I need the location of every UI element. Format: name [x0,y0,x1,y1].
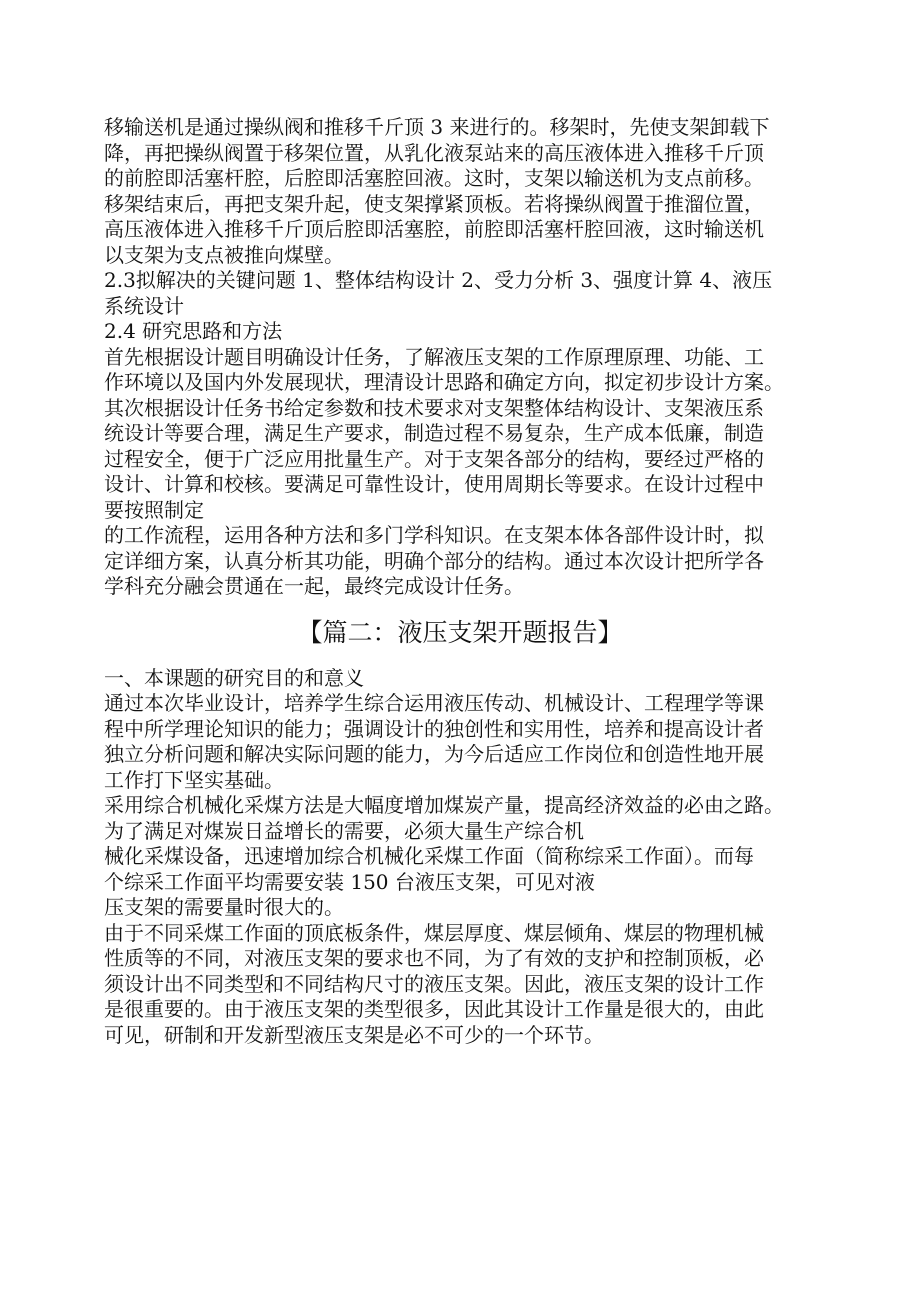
text-line: 须设计出不同类型和不同结构尺寸的液压支架。因此，液压支架的设计工作 [104,971,764,996]
text-line: 移架结束后，再把支架升起，使支架撑紧顶板。若将操纵阀置于推溜位置， [104,191,764,216]
text-line: 要按照制定 [104,497,204,522]
text-line: 的前腔即活塞杆腔，后腔即活塞腔回液。这时，支架以输送机为支点前移。 [104,166,764,190]
text-line: 降，再把操纵阀置于移架位置，从乳化液泵站来的高压液体进入推移千斤顶 [104,140,764,165]
text-line: 作环境以及国内外发展现状，理清设计思路和确定方向，拟定初步设计方案。 [104,370,784,394]
text-line: 个综采工作面平均需要安装 150 台液压支架，可见对液 [104,869,595,894]
section-1-text [104,115,834,600]
text-line: 系统设计 [104,293,184,318]
text-line: 过程安全，便于广泛应用批量生产。对于支架各部分的结构，要经过严格的 [104,446,764,471]
text-line: 由于不同采煤工作面的顶底板条件，煤层厚度、煤层倾角、煤层的物理机械 [104,920,764,945]
text-line: 械化采煤设备，迅速增加综合机械化采煤工作面（简称综采工作面）。而每 [104,844,754,868]
text-line: 通过本次毕业设计，培养学生综合运用液压传动、机械设计、工程理学等课 [104,691,764,715]
document-body [104,115,834,1048]
text-line: 2.3拟解决的关键问题 1、整体结构设计 2、受力分析 3、强度计算 4、液压 [104,268,773,292]
text-line: 首先根据设计题目明确设计任务，了解液压支架的工作原理原理、功能、工 [104,344,764,369]
text-line: 程中所学理论知识的能力；强调设计的独创性和实用性，培养和提高设计者 [104,716,764,741]
text-line: 是很重要的。由于液压支架的类型很多，因此其设计工作量是很大的，由此 [104,997,764,1021]
subheading-line: 一、本课题的研究目的和意义 [104,665,364,690]
section-heading: 【篇二：液压支架开题报告】 [297,617,623,647]
text-line: 工作打下坚实基础。 [104,767,284,792]
text-line: 可见，研制和开发新型液压支架是必不可少的一个环节。 [104,1022,604,1047]
text-line: 独立分析问题和解决实际问题的能力，为今后适应工作岗位和创造性地开展 [104,742,764,766]
text-line: 的工作流程，运用各种方法和多门学科知识。在支架本体各部件设计时，拟 [104,523,764,547]
text-line: 高压液体进入推移千斤顶后腔即活塞腔，前腔即活塞杆腔回液，这时输送机 [104,217,764,241]
section-2-text [104,666,834,1049]
subheading-line: 2.4 研究思路和方法 [104,319,283,343]
text-line: 采用综合机械化采煤方法是大幅度增加煤炭产量，提高经济效益的必由之路。 [104,793,784,817]
text-line: 设计、计算和校核。要满足可靠性设计，使用周期长等要求。在设计过程中 [104,472,764,496]
text-line: 学科充分融会贯通在一起，最终完成设计任务。 [104,574,524,598]
text-line: 为了满足对煤炭日益增长的需要，必须大量生产综合机 [104,818,584,843]
text-line: 性质等的不同，对液压支架的要求也不同，为了有效的支护和控制顶板，必 [104,946,764,970]
text-line: 移输送机是通过操纵阀和推移千斤顶 3 来进行的。移架时，先使支架卸载下 [104,115,770,139]
text-line: 压支架的需要量时很大的。 [104,895,344,919]
text-line: 其次根据设计任务书给定参数和技术要求对支架整体结构设计、支架液压系 [104,395,764,420]
text-line: 定详细方案，认真分析其功能，明确个部分的结构。通过本次设计把所学各 [104,548,764,573]
text-line: 以支架为支点被推向煤壁。 [104,242,344,267]
text-line: 统设计等要合理，满足生产要求，制造过程不易复杂，生产成本低廉，制造 [104,421,764,445]
